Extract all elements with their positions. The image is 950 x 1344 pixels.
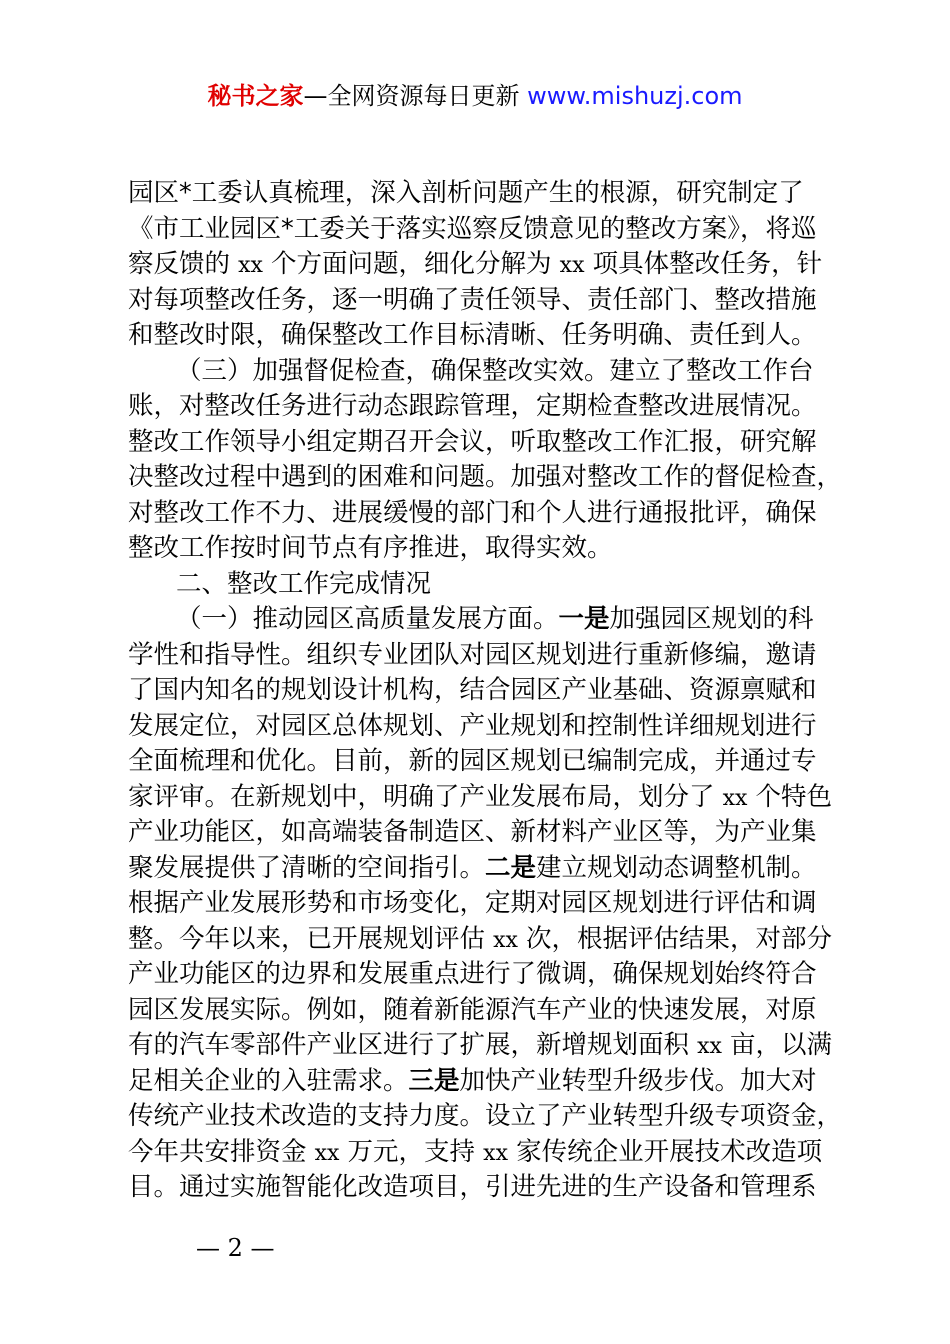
text-line: 足相关企业的入驻需求。三是加快产业转型升级步伐。加大对 [128,1065,817,1096]
text-line: 和整改时限，确保整改工作目标清晰、任务明确、责任到人。 [128,320,817,350]
text-line: 园区发展实际。例如，随着新能源汽车产业的快速发展，对原 [128,994,817,1025]
text-line: 账，对整改任务进行动态跟踪管理，定期检查整改进展情况。 [128,391,817,421]
text-line: 产业功能区的边界和发展重点进行了微调，确保规划始终符合 [128,959,817,989]
brand-name: 秘书之家 [207,82,304,110]
text-line: 全面梳理和优化。目前，新的园区规划已编制完成，并通过专 [128,746,817,776]
text-line: 根据产业发展形势和市场变化，定期对园区规划进行评估和调 [128,888,817,918]
text-line: 《市工业园区*工委关于落实巡察反馈意见的整改方案》，将巡 [128,213,817,244]
section-two-heading: 二、整改工作完成情况 [176,568,432,599]
text-line: 聚发展提供了清晰的空间指引。二是建立规划动态调整机制。 [128,852,817,883]
section-three-heading: （三）加强督促检查，确保整改实效。建立了整改工作台 [176,355,814,386]
text-line: 决整改过程中遇到的困难和问题。加强对整改工作的督促检查， [128,462,843,492]
document-body [128,176,843,1206]
text-line: 家评审。在新规划中，明确了产业发展布局，划分了 xx 个特色 [128,781,833,812]
text-line: 产业功能区，如高端装备制造区、新材料产业区等，为产业集 [128,817,817,847]
header-slogan: —全网资源每日更新 [303,82,528,110]
text-line: 目。通过实施智能化改造项目，引进先进的生产设备和管理系 [128,1172,817,1202]
text-line: 整改工作领导小组定期召开会议，听取整改工作汇报，研究解 [128,426,817,457]
text-line: 对每项整改任务，逐一明确了责任领导、责任部门、整改措施 [128,284,817,315]
site-url-link[interactable]: www.mishuzj.com [527,82,743,110]
text-line: 园区*工委认真梳理，深入剖析问题产生的根源，研究制定了 [128,178,804,208]
subsection-one-heading: （一）推动园区高质量发展方面。一是加强园区规划的科 [176,604,814,634]
text-line: 察反馈的 xx 个方面问题，细化分解为 xx 项具体整改任务，针 [128,249,823,279]
text-line: 对整改工作不力、进展缓慢的部门和个人进行通报批评，确保 [128,497,817,528]
text-line: 整。今年以来，已开展规划评估 xx 次，根据评估结果，对部分 [128,923,833,954]
text-line: 有的汽车零部件产业区进行了扩展，新增规划面积 xx 亩，以满 [128,1030,833,1060]
site-header [0,80,950,112]
text-line: 今年共安排资金 xx 万元，支持 xx 家传统企业开展技术改造项 [128,1136,823,1167]
text-line: 了国内知名的规划设计机构，结合园区产业基础、资源禀赋和 [128,675,817,705]
text-line: 学性和指导性。组织专业团队对园区规划进行重新修编，邀请 [128,639,817,670]
page-number: — 2 — [196,1234,275,1262]
text-line: 发展定位，对园区总体规划、产业规划和控制性详细规划进行 [128,710,817,741]
text-line: 传统产业技术改造的支持力度。设立了产业转型升级专项资金， [128,1101,843,1131]
text-line: 整改工作按时间节点有序推进，取得实效。 [128,533,613,563]
